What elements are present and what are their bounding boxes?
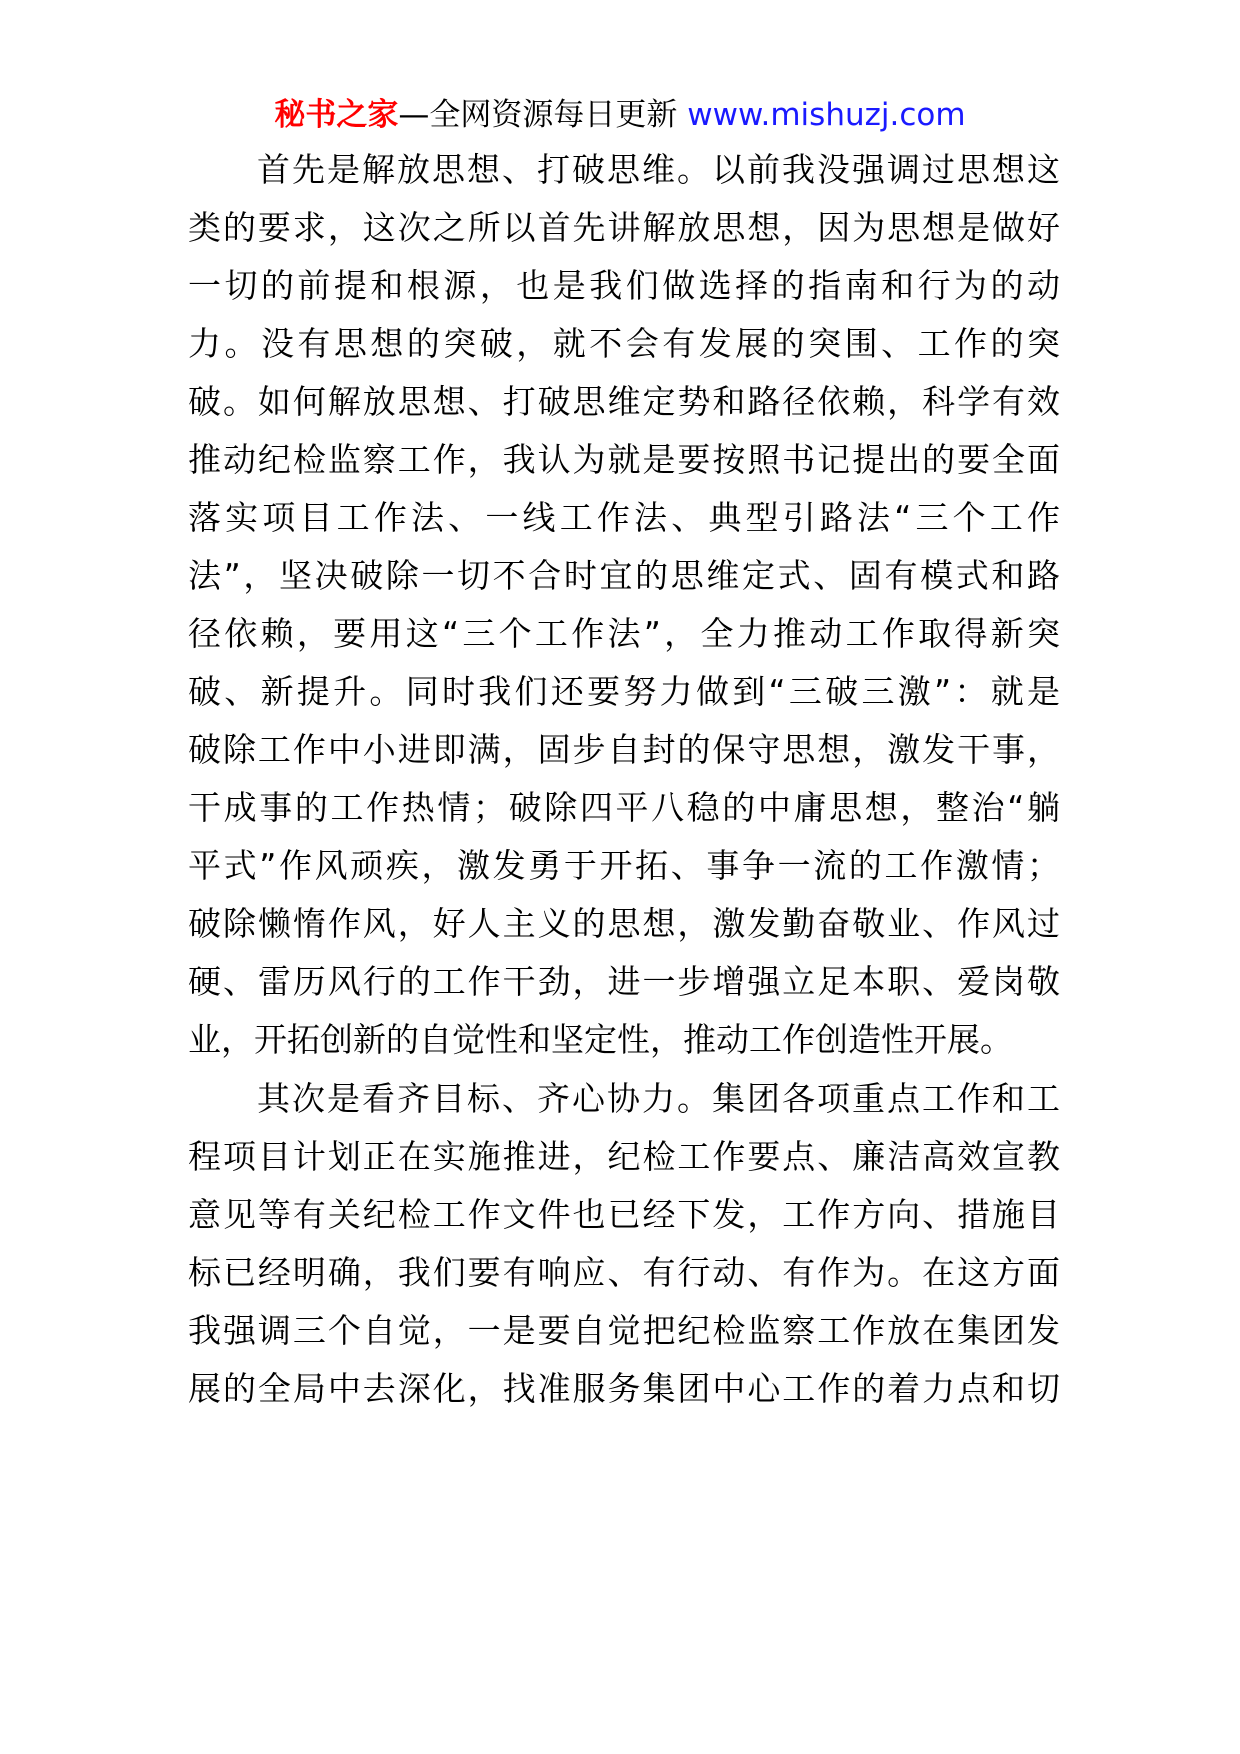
text-line: 一切的前提和根源，也是我们做选择的指南和行为的动 [188,266,1060,305]
text-line: 程项目计划正在实施推进，纪检工作要点、廉洁高效宣教 [188,1137,1060,1176]
text-line: 平式”作风顽疾，激发勇于开拓、事争一流的工作激情； [188,846,1060,885]
text-line: 推动纪检监察工作，我认为就是要按照书记提出的要全面 [188,440,1060,479]
text-line: 其次是看齐目标、齐心协力。集团各项重点工作和工 [257,1079,1060,1118]
text-line: 破除工作中小进即满，固步自封的保守思想，激发干事， [188,730,1060,769]
text-line: 法”，坚决破除一切不合时宜的思维定式、固有模式和路 [188,556,1060,595]
text-line: 干成事的工作热情；破除四平八稳的中庸思想，整治“躺 [188,788,1060,827]
text-line: 硬、雷历风行的工作干劲，进一步增强立足本职、爱岗敬 [188,962,1060,1001]
text-line: 业，开拓创新的自觉性和坚定性，推动工作创造性开展。 [188,1020,1013,1059]
text-line: 首先是解放思想、打破思维。以前我没强调过思想这 [257,150,1060,189]
text-line: 力。没有思想的突破，就不会有发展的突围、工作的突 [188,324,1060,363]
text-line: 标已经明确，我们要有响应、有行动、有作为。在这方面 [188,1253,1060,1292]
header-url: www.mishuzj.com [687,97,966,133]
text-line: 破、新提升。同时我们还要努力做到“三破三激”：就是 [188,672,1060,711]
text-line: 意见等有关纪检工作文件也已经下发，工作方向、措施目 [188,1195,1060,1234]
text-line: 破。如何解放思想、打破思维定势和路径依赖，科学有效 [188,382,1060,421]
document-header [0,95,1240,135]
text-line: 展的全局中去深化，找准服务集团中心工作的着力点和切 [188,1369,1060,1408]
text-line: 我强调三个自觉，一是要自觉把纪检监察工作放在集团发 [188,1311,1060,1350]
text-line: 落实项目工作法、一线工作法、典型引路法“三个工作 [188,498,1060,537]
header-tagline: —全网资源每日更新 [398,97,678,133]
brand-name: 秘书之家 [274,97,399,133]
text-line: 类的要求，这次之所以首先讲解放思想，因为思想是做好 [188,208,1060,247]
text-line: 破除懒惰作风，好人主义的思想，激发勤奋敬业、作风过 [188,904,1060,943]
text-line: 径依赖，要用这“三个工作法”，全力推动工作取得新突 [188,614,1060,653]
